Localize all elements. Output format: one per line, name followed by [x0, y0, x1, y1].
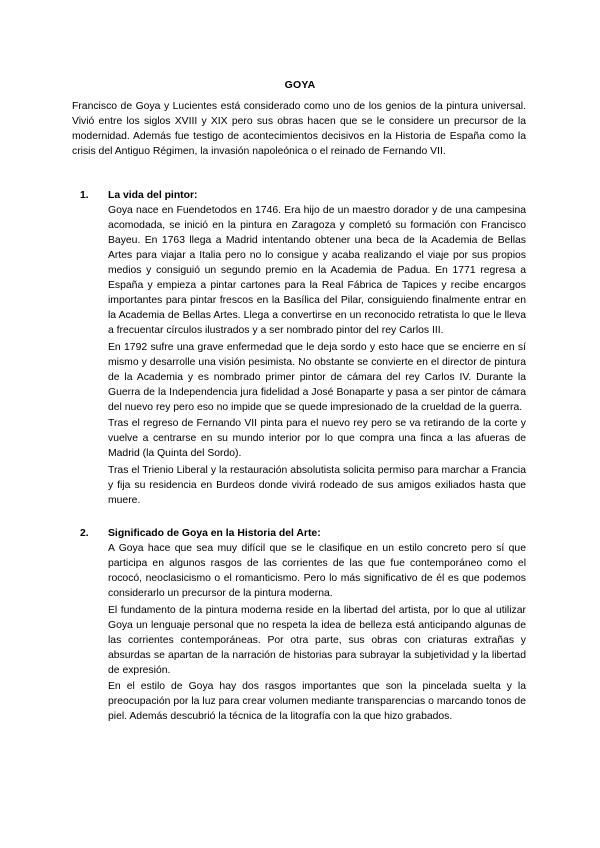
section-body	[108, 526, 526, 724]
section-paragraph: Tras el Trienio Liberal y la restauración absolutista solicita permiso para marchar a Francia y fija su residencia en Burdeos donde vivirá rodeado de sus amigos exiliados hasta que muere.	[108, 464, 526, 506]
section-paragraph: En 1792 sufre una grave enfermedad que le deja sordo y esto hace que se encierre en sí mismo y desarrolle una visión pesimista. No obstante se convierte en el director de pintura de la Academia y es nombrado primer pintor de cámara del rey Carlos IV. Durante la Guerra de la Independencia jura fidelidad a José Bonaparte y pasa a ser pintor de cámara del nuevo rey pero eso no impide que se quede impresionado de la crueldad de la guerra.	[108, 341, 526, 413]
section-significance	[72, 526, 526, 726]
section-number: 2.	[80, 528, 89, 539]
section-paragraph: Goya nace en Fuendetodos en 1746. Era hijo de un maestro dorador y de una campesina acomodada, se inició en la pintura en Zaragoza y completó su formación con Francisco Bayeu. En 1763 llega a Madrid intentando obtener una beca de la Academia de Bellas Artes para viajar a Italia pero no lo consigue y acaba realizando el viaje por sus propios medios y consiguió un segundo premio en la Academia de Padua. En 1771 regresa a España y empieza a pintar cartones para la Real Fábrica de Tapices y recibe encargos importantes para pintar frescos en la Basílica del Pilar, consiguiendo finalmente entrar en la Academia de Bellas Artes. Llega a convertirse en un reconocido retratista lo que le lleva a frecuentar círculos ilustrados y a ser nombrado pintor del rey Carlos III.	[108, 205, 526, 336]
section-paragraph: El fundamento de la pintura moderna reside en la libertad del artista, por lo que al utilizar Goya un lenguaje personal que no respeta la idea de belleza está anticipando algunas de las corrientes contemporáneas. Por otra parte, sus obras con criaturas extrañas y absurdas se apartan de la narración de historias para subrayar la subjetividad y la libertad de expresión.	[108, 604, 526, 676]
section-life	[72, 188, 526, 509]
intro-paragraph: Francisco de Goya y Lucientes está considerado como uno de los genios de la pintura universal. Vivió entre los siglos XVIII y XIX pero sus obras hacen que se le considere un precursor de la modernidad. Además fue testigo de acontecimientos decisivos en la Historia de España como la crisis del Antiguo Régimen, la invasión napoleónica o el reinado de Fernando VII.	[72, 101, 526, 157]
section-paragraph: A Goya hace que sea muy difícil que se le clasifique en un estilo concreto pero sí que participa en algunos rasgos de las corrientes de las que fue contemporáneo como el rococó, neoclasicismo o el romanticismo. Pero lo más significativo de él es que podemos considerarlo un precursor de la pintura moderna.	[108, 543, 526, 599]
section-heading: Significado de Goya en la Historia del Arte:	[108, 528, 321, 539]
document-title: GOYA	[284, 79, 316, 91]
section-body	[108, 188, 526, 508]
section-heading: La vida del pintor:	[108, 190, 198, 201]
section-paragraph: En el estilo de Goya hay dos rasgos importantes que son la pincelada suelta y la preocupación por la luz para crear volumen mediante transparencias o marcando tonos de piel. Además descubrió la técnica de la litografía con la que hizo grabados.	[108, 681, 526, 722]
section-number: 1.	[80, 190, 89, 201]
section-paragraph: Tras el regreso de Fernando VII pinta para el nuevo rey pero se va retirando de la corte y vuelve a centrarse en su mundo interior por lo que compra una finca a las afueras de Madrid (la Quinta del Sordo).	[108, 418, 526, 459]
